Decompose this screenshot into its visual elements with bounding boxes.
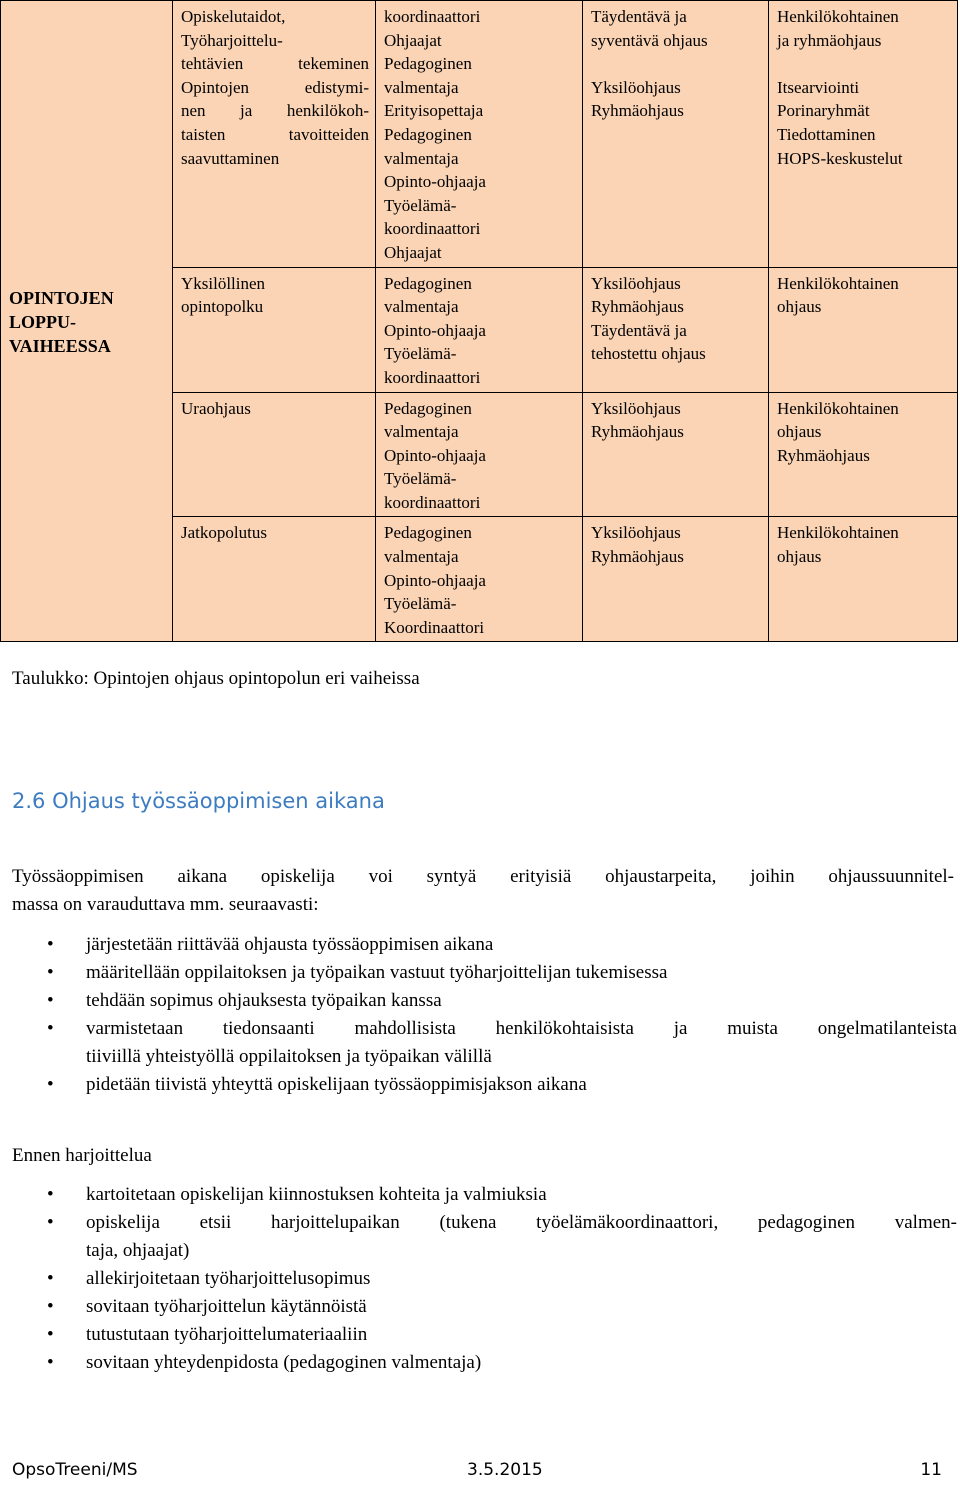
actors-line: Työelämä-	[384, 594, 457, 614]
actors-line: Koordinaattori	[384, 617, 485, 637]
list-item	[0, 987, 957, 1015]
methods-line: HOPS-keskustelut	[777, 148, 903, 168]
methods-line: Ryhmäohjaus	[777, 445, 870, 465]
topic-line: Opiskelutaidot,	[181, 7, 286, 26]
actors-line: koordinaattori	[384, 367, 481, 387]
support-cell	[583, 1, 769, 268]
actors-line: Opinto-ohjaaja	[384, 570, 486, 590]
actors-line: Pedagoginen	[384, 273, 472, 293]
topic-line: taisten tavoitteiden	[181, 124, 369, 144]
bullet-icon: •	[47, 1296, 54, 1317]
support-line: Yksilöohjaus	[591, 77, 681, 97]
support-line: Ryhmäohjaus	[591, 547, 684, 567]
actors-line: Ohjaajat	[384, 242, 442, 262]
guidance-table	[0, 0, 958, 642]
bullet-icon: •	[47, 962, 54, 983]
actors-line: Opinto-ohjaaja	[384, 172, 486, 192]
support-cell	[583, 267, 769, 392]
list-item	[0, 1071, 957, 1099]
actors-line: Työelämä-	[384, 195, 457, 215]
list-item-text: pidetään tiivistä yhteyttä opiskelijaan työssäoppimisjakson aikana	[86, 1074, 587, 1095]
section-heading: 2.6 Ohjaus työssäoppimisen aikana	[12, 789, 385, 813]
support-line: Ryhmäohjaus	[591, 297, 684, 317]
topic-line: opintopolku	[181, 297, 264, 317]
list-item	[0, 1181, 957, 1209]
support-line: Yksilöohjaus	[591, 398, 681, 418]
list-item-text: sovitaan työharjoittelun käytännöistä	[86, 1296, 367, 1317]
list-item-text: määritellään oppilaitoksen ja työpaikan vastuut työharjoittelijan tukemisessa	[86, 962, 668, 983]
support-line: Täydentävä ja	[591, 7, 687, 26]
bullet-icon: •	[47, 934, 54, 955]
bullet-list-1	[0, 931, 957, 1099]
topic-line: saavuttaminen	[181, 148, 280, 168]
support-cell	[583, 392, 769, 517]
topic-line: Työharjoittelu-	[181, 30, 283, 50]
methods-cell	[769, 517, 958, 642]
table-caption: Taulukko: Opintojen ohjaus opintopolun eri vaiheissa	[12, 668, 420, 689]
intro-line-2: massa on varauduttava mm. seuraavasti:	[12, 894, 319, 915]
support-line	[591, 52, 762, 76]
bullet-icon: •	[47, 1352, 54, 1373]
list-item	[0, 1349, 957, 1377]
phase-name-line: LOPPU-	[9, 312, 76, 333]
methods-line: Itsearviointi	[777, 77, 860, 97]
footer-date: 3.5.2015	[467, 1460, 543, 1480]
support-line: Yksilöohjaus	[591, 523, 681, 543]
list-item	[0, 1321, 957, 1349]
subheading: Ennen harjoittelua	[12, 1145, 152, 1166]
list-item-text: allekirjoitetaan työharjoittelusopimus	[86, 1268, 371, 1289]
phase-cell	[1, 1, 173, 642]
methods-line: Tiedottaminen	[777, 124, 876, 144]
methods-line: ohjaus	[777, 422, 822, 442]
actors-line: valmentaja	[384, 422, 459, 442]
methods-line: Porinaryhmät	[777, 101, 870, 121]
actors-line: Opinto-ohjaaja	[384, 320, 486, 340]
phase-name-line: OPINTOJEN	[9, 288, 114, 309]
topic-line: Opintojen edistymi-	[181, 77, 369, 97]
actors-line: Työelämä-	[384, 469, 457, 489]
actors-line: Ohjaajat	[384, 30, 442, 50]
bullet-icon: •	[47, 1184, 54, 1205]
actors-line: Pedagoginen	[384, 54, 472, 74]
list-item	[0, 1209, 957, 1265]
actors-line: valmentaja	[384, 148, 459, 168]
methods-line: Henkilökohtainen	[777, 523, 899, 543]
support-line: tehostettu ohjaus	[591, 344, 706, 364]
support-line: Yksilöohjaus	[591, 273, 681, 293]
bullet-list-2	[0, 1181, 957, 1377]
methods-cell	[769, 267, 958, 392]
list-item-text: varmistetaan tiedonsaanti mahdollisista henkilökohtaisista ja muista ongelmatilanteista	[86, 1018, 957, 1039]
topic-cell	[173, 392, 376, 517]
support-line: Täydentävä ja	[591, 320, 687, 340]
topic-line: tehtävien tekeminen	[181, 54, 369, 74]
actors-cell	[376, 267, 583, 392]
list-item	[0, 1293, 957, 1321]
intro-paragraph	[12, 863, 954, 919]
list-item	[0, 1265, 957, 1293]
list-item-text: opiskelija etsii harjoittelupaikan (tukena työelämäkoordinaattori, pedagoginen valmen-	[86, 1212, 957, 1233]
actors-line: Erityisopettaja	[384, 101, 484, 121]
methods-line: ohjaus	[777, 297, 822, 317]
actors-line: koordinaattori	[384, 7, 481, 26]
actors-line: Työelämä-	[384, 344, 457, 364]
list-item-text: sovitaan yhteydenpidosta (pedagoginen valmentaja)	[86, 1352, 482, 1373]
support-line: Ryhmäohjaus	[591, 422, 684, 442]
support-cell	[583, 517, 769, 642]
actors-line: koordinaattori	[384, 492, 481, 512]
list-item-text: kartoitetaan opiskelijan kiinnostuksen kohteita ja valmiuksia	[86, 1184, 547, 1205]
methods-line: Henkilökohtainen	[777, 7, 899, 26]
topic-cell	[173, 1, 376, 268]
footer-doc: OpsoTreeni/MS	[12, 1460, 138, 1480]
topic-cell	[173, 517, 376, 642]
actors-line: koordinaattori	[384, 219, 481, 239]
list-item-text: taja, ohjaajat)	[86, 1240, 190, 1261]
methods-cell	[769, 392, 958, 517]
support-line: syventävä ohjaus	[591, 30, 708, 50]
actors-line: Pedagoginen	[384, 523, 472, 543]
table-row	[1, 1, 958, 268]
actors-line: Opinto-ohjaaja	[384, 445, 486, 465]
bullet-icon: •	[47, 1074, 54, 1095]
actors-line: valmentaja	[384, 297, 459, 317]
methods-cell	[769, 1, 958, 268]
phase-name-line: VAIHEESSA	[9, 336, 111, 357]
topic-cell	[173, 267, 376, 392]
methods-line	[777, 52, 951, 76]
actors-line: valmentaja	[384, 77, 459, 97]
topic-line: Jatkopolutus	[181, 523, 267, 543]
methods-line: ja ryhmäohjaus	[777, 30, 882, 50]
list-item-text: tiiviillä yhteistyöllä oppilaitoksen ja työpaikan välillä	[86, 1046, 492, 1067]
actors-cell	[376, 517, 583, 642]
methods-line: Henkilökohtainen	[777, 273, 899, 293]
topic-line: Uraohjaus	[181, 398, 251, 418]
actors-line: Pedagoginen	[384, 124, 472, 144]
list-item	[0, 1015, 957, 1071]
actors-line: valmentaja	[384, 547, 459, 567]
methods-line: Henkilökohtainen	[777, 398, 899, 418]
bullet-icon: •	[47, 1018, 54, 1039]
bullet-icon: •	[47, 1212, 54, 1233]
bullet-icon: •	[47, 1268, 54, 1289]
list-item-text: tehdään sopimus ohjauksesta työpaikan kanssa	[86, 990, 442, 1011]
actors-cell	[376, 392, 583, 517]
list-item	[0, 931, 957, 959]
methods-line: ohjaus	[777, 547, 822, 567]
bullet-icon: •	[47, 1324, 54, 1345]
list-item	[0, 959, 957, 987]
actors-cell	[376, 1, 583, 268]
topic-line: nen ja henkilökoh-	[181, 101, 369, 121]
list-item-text: tutustutaan työharjoittelumateriaaliin	[86, 1324, 368, 1345]
footer-page-number: 11	[920, 1460, 942, 1480]
topic-line: Yksilöllinen	[181, 273, 266, 293]
list-item-text: järjestetään riittävää ohjausta työssäoppimisen aikana	[86, 934, 494, 955]
actors-line: Pedagoginen	[384, 398, 472, 418]
support-line: Ryhmäohjaus	[591, 101, 684, 121]
intro-line-1: Työssäoppimisen aikana opiskelija voi syntyä erityisiä ohjaustarpeita, joihin ohjaussuunnitel-	[12, 866, 954, 887]
bullet-icon: •	[47, 990, 54, 1011]
page-footer	[12, 1457, 942, 1483]
